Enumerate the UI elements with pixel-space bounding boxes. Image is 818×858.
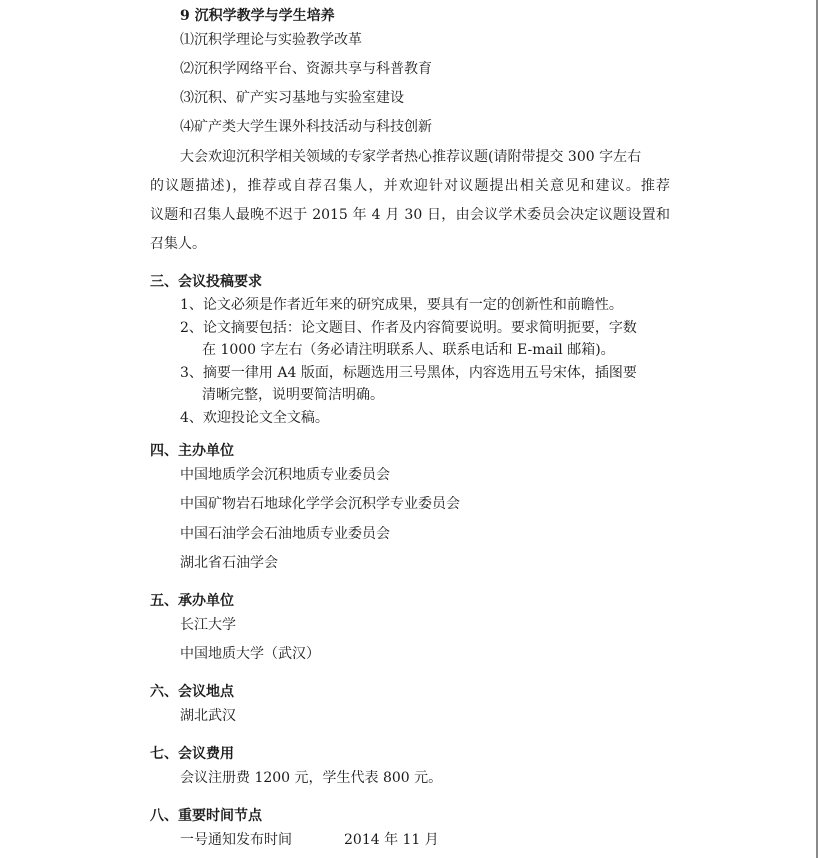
fee-item: 会议注册费 1200 元，学生代表 800 元。 <box>180 770 443 786</box>
paragraph-line: 召集人。 <box>150 236 206 252</box>
section-5-heading: 五、承办单位 <box>150 593 234 609</box>
topic-9-item: ⑷矿产类大学生课外科技活动与科技创新 <box>180 119 432 135</box>
host-item: 中国地质大学（武汉） <box>180 646 320 662</box>
paragraph-line: 议题和召集人最晚不迟于 2015 年 4 月 30 日，由会议学术委员会决定议题设置和 <box>150 207 670 223</box>
organizer-item: 中国矿物岩石地球化学学会沉积学专业委员会 <box>180 496 460 512</box>
submission-requirement: 4、欢迎投论文全文稿。 <box>180 410 329 426</box>
submission-requirement: 清晰完整，说明要简洁明确。 <box>202 387 384 403</box>
submission-requirement: 在 1000 字左右（务必请注明联系人、联系电话和 E-mail 邮箱)。 <box>202 342 615 358</box>
paragraph-line: 的议题描述)，推荐或自荐召集人，并欢迎针对议题提出相关意见和建议。推荐 <box>150 178 670 194</box>
section-4-heading: 四、主办单位 <box>150 443 234 459</box>
submission-requirement: 2、论文摘要包括：论文题目、作者及内容简要说明。要求简明扼要，字数 <box>180 320 637 336</box>
venue-item: 湖北武汉 <box>180 708 236 724</box>
topic-9-title: 9 沉积学教学与学生培养 <box>180 8 335 24</box>
section-8-heading: 八、重要时间节点 <box>150 808 262 824</box>
organizer-item: 中国石油学会石油地质专业委员会 <box>180 526 390 542</box>
submission-requirement: 1、论文必须是作者近年来的研究成果，要具有一定的创新性和前瞻性。 <box>180 297 623 313</box>
timeline-label: 一号通知发布时间 <box>180 832 292 848</box>
timeline-value: 2014 年 11 月 <box>344 832 439 848</box>
topic-9-item: ⑶沉积、矿产实习基地与实验室建设 <box>180 90 404 106</box>
submission-requirement: 3、摘要一律用 A4 版面，标题选用三号黑体，内容选用五号宋体，插图要 <box>180 365 637 381</box>
paragraph-line: 大会欢迎沉积学相关领域的专家学者热心推荐议题(请附带提交 300 字左右 <box>180 149 642 165</box>
organizer-item: 湖北省石油学会 <box>180 555 278 571</box>
host-item: 长江大学 <box>180 617 236 633</box>
section-3-heading: 三、会议投稿要求 <box>150 274 262 290</box>
organizer-item: 中国地质学会沉积地质专业委员会 <box>180 467 390 483</box>
section-7-heading: 七、会议费用 <box>150 746 234 762</box>
topic-9-item: ⑴沉积学理论与实验教学改革 <box>180 32 362 48</box>
topic-9-item: ⑵沉积学网络平台、资源共享与科普教育 <box>180 61 432 77</box>
section-6-heading: 六、会议地点 <box>150 684 234 700</box>
